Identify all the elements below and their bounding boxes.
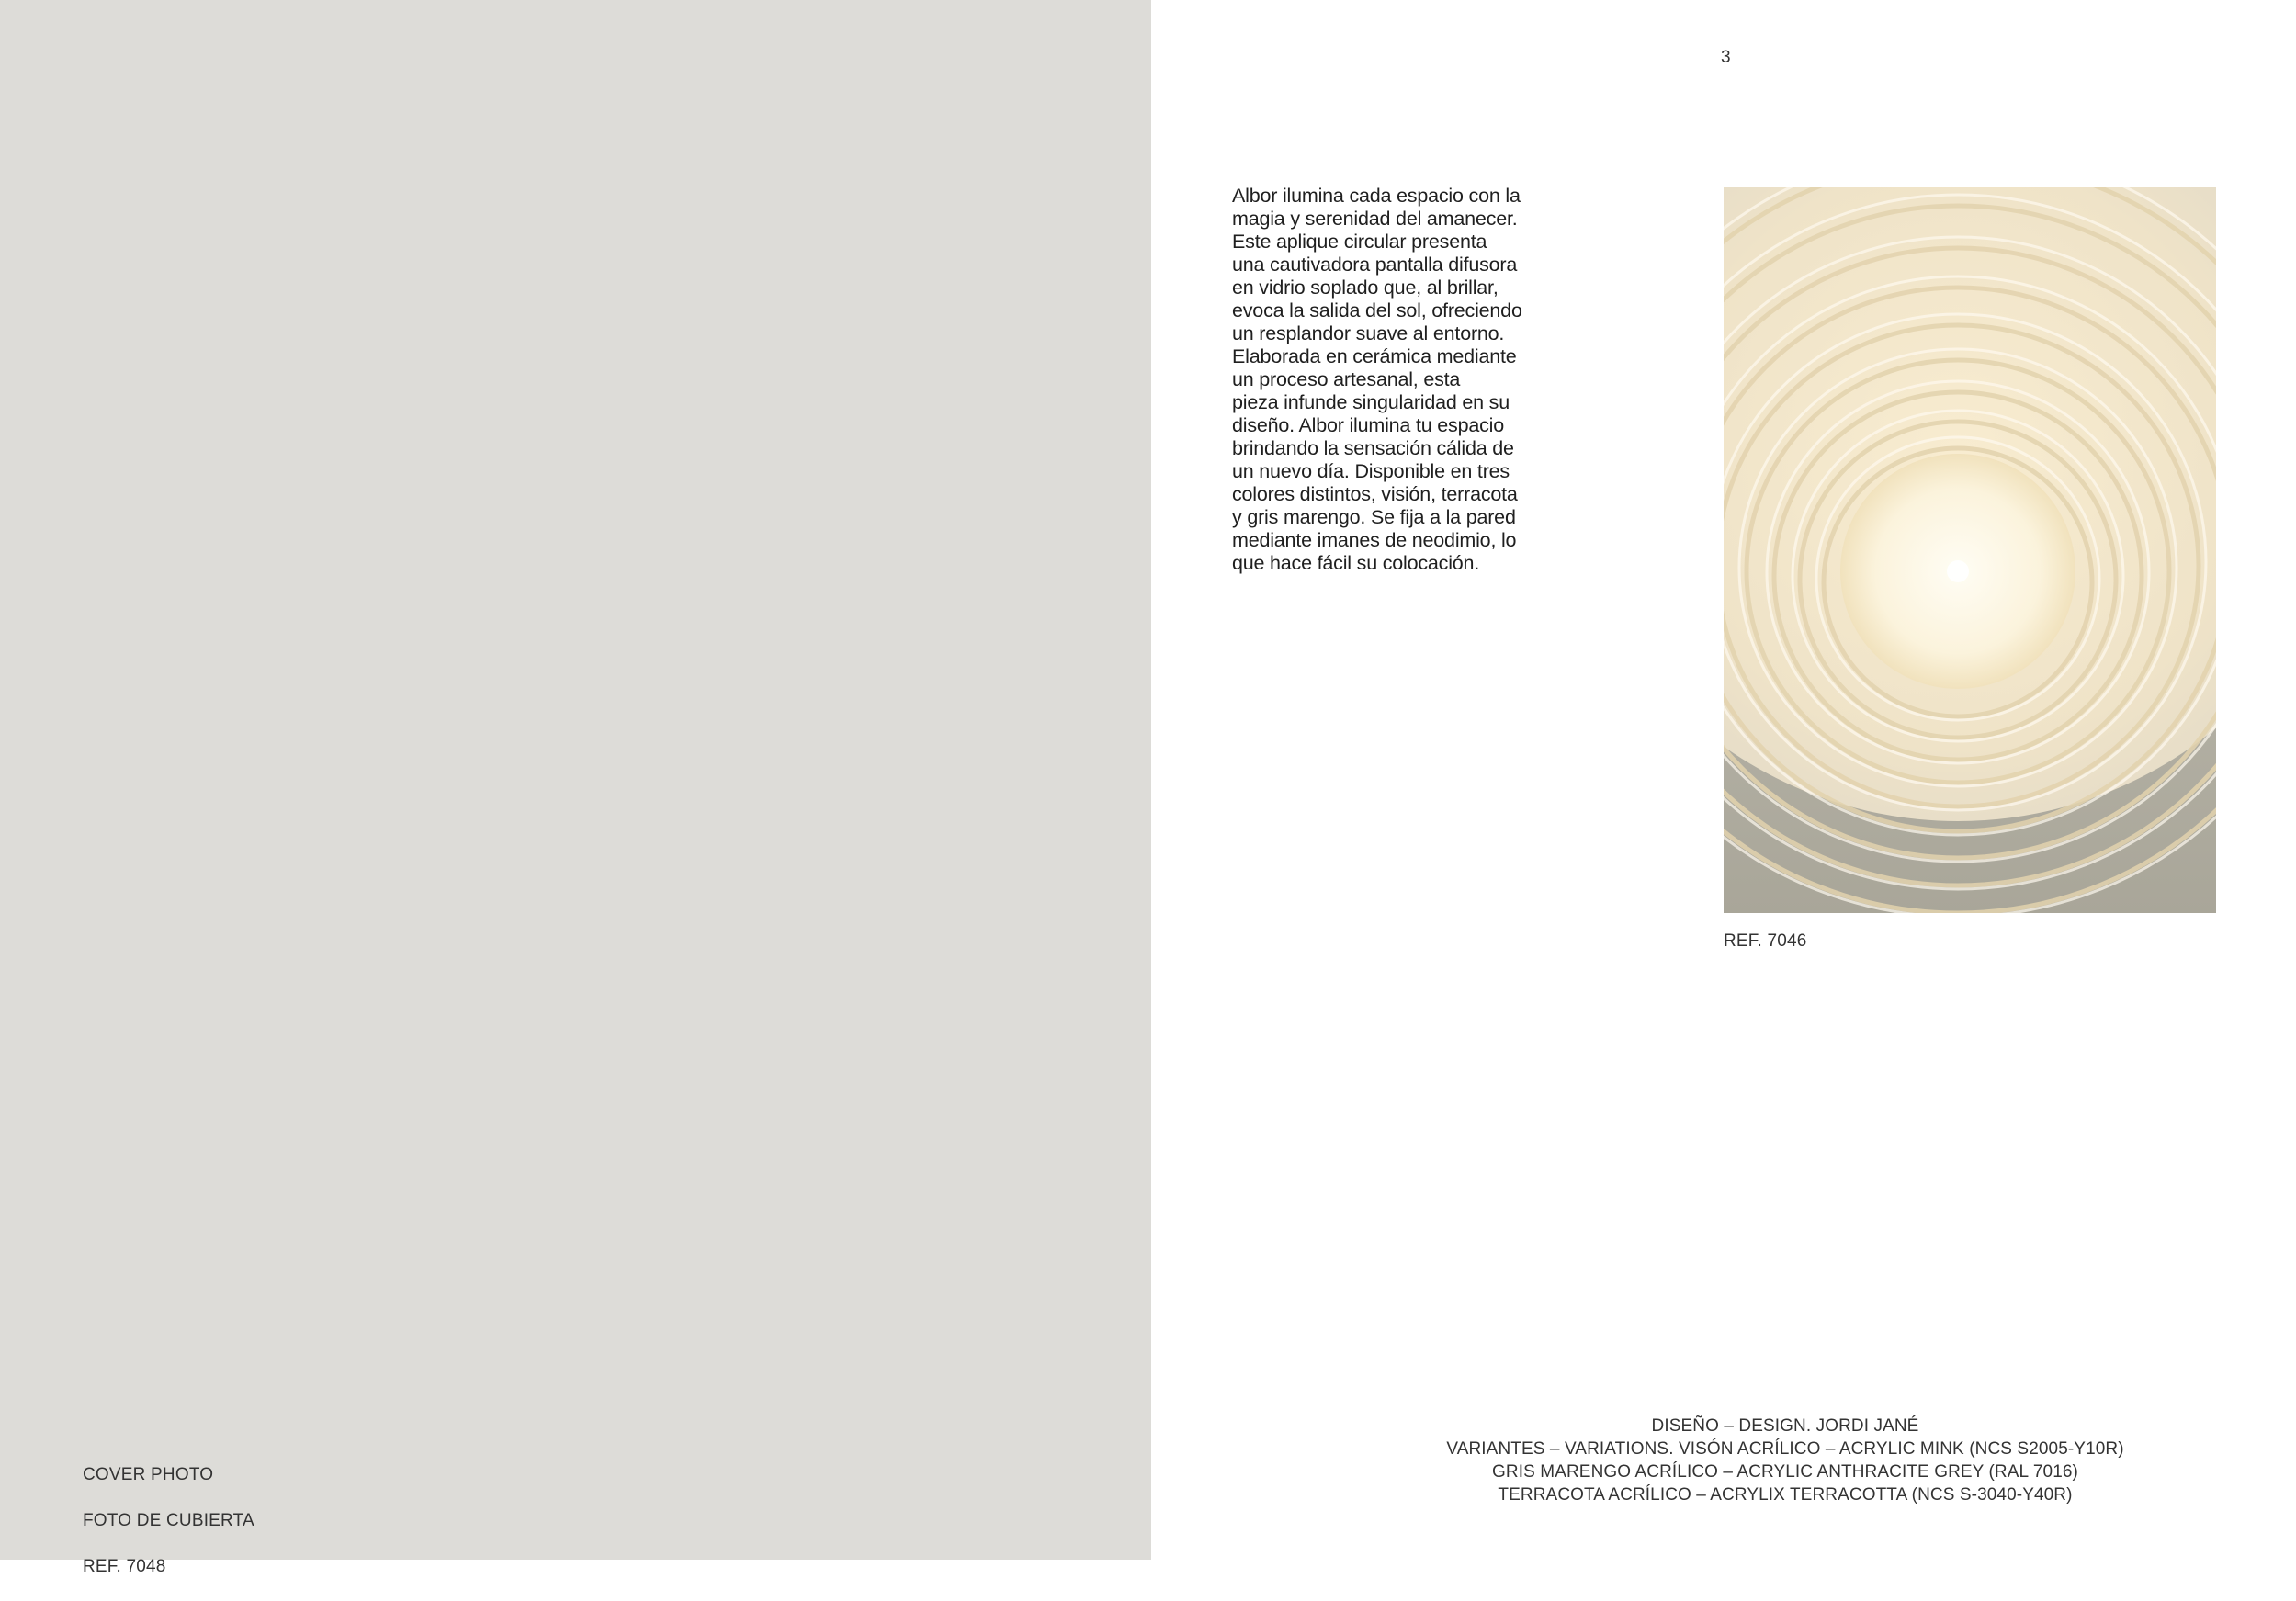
credit-designer: DISEÑO – DESIGN. JORDI JANÉ (1651, 1416, 1919, 1436)
photo-reference: REF. 7046 (1724, 931, 1807, 951)
cover-caption-ref: REF. 7048 (83, 1557, 166, 1576)
credit-variant-mink: VARIANTES – VARIATIONS. VISÓN ACRÍLICO – ACRYLIC MINK (NCS S2005-Y10R) (1446, 1439, 2124, 1459)
cover-caption-line-1: COVER PHOTO (83, 1465, 214, 1484)
product-description: Albor ilumina cada espacio con la magia y serenidad del amanecer. Este aplique circular presenta una cautivadora pantalla difusora en vidrio soplado que, al brillar, evoca la salida del sol, ofreciendo un resplandor suave al entorno. Elaborada en cerámica mediante un proceso artesanal, esta pieza infunde singularidad en su diseño. Albor ilumina tu espacio brindando la sensación cálida de un nuevo día. Disponible en tres colores distintos, visión, terracota y gris marengo. Se fija a la pared mediante imanes de neodimio, lo que hace fácil su colocación. (1232, 185, 1522, 574)
cover-caption-line-2: FOTO DE CUBIERTA (83, 1511, 254, 1530)
lamp-illustration (1724, 187, 2216, 913)
right-page (1151, 0, 2296, 1560)
cover-photo-caption (83, 1440, 254, 1601)
wall-lamp-photo (1724, 187, 2216, 913)
credit-variant-anthracite: GRIS MARENGO ACRÍLICO – ACRYLIC ANTHRACITE GREY (RAL 7016) (1492, 1462, 2078, 1482)
design-credits (1381, 1415, 2189, 1506)
credit-variant-terracotta: TERRACOTA ACRÍLICO – ACRYLIX TERRACOTTA (NCS S-3040-Y40R) (1498, 1485, 2073, 1505)
page-number: 3 (1721, 48, 1731, 67)
left-page-cover-background (0, 0, 1151, 1576)
